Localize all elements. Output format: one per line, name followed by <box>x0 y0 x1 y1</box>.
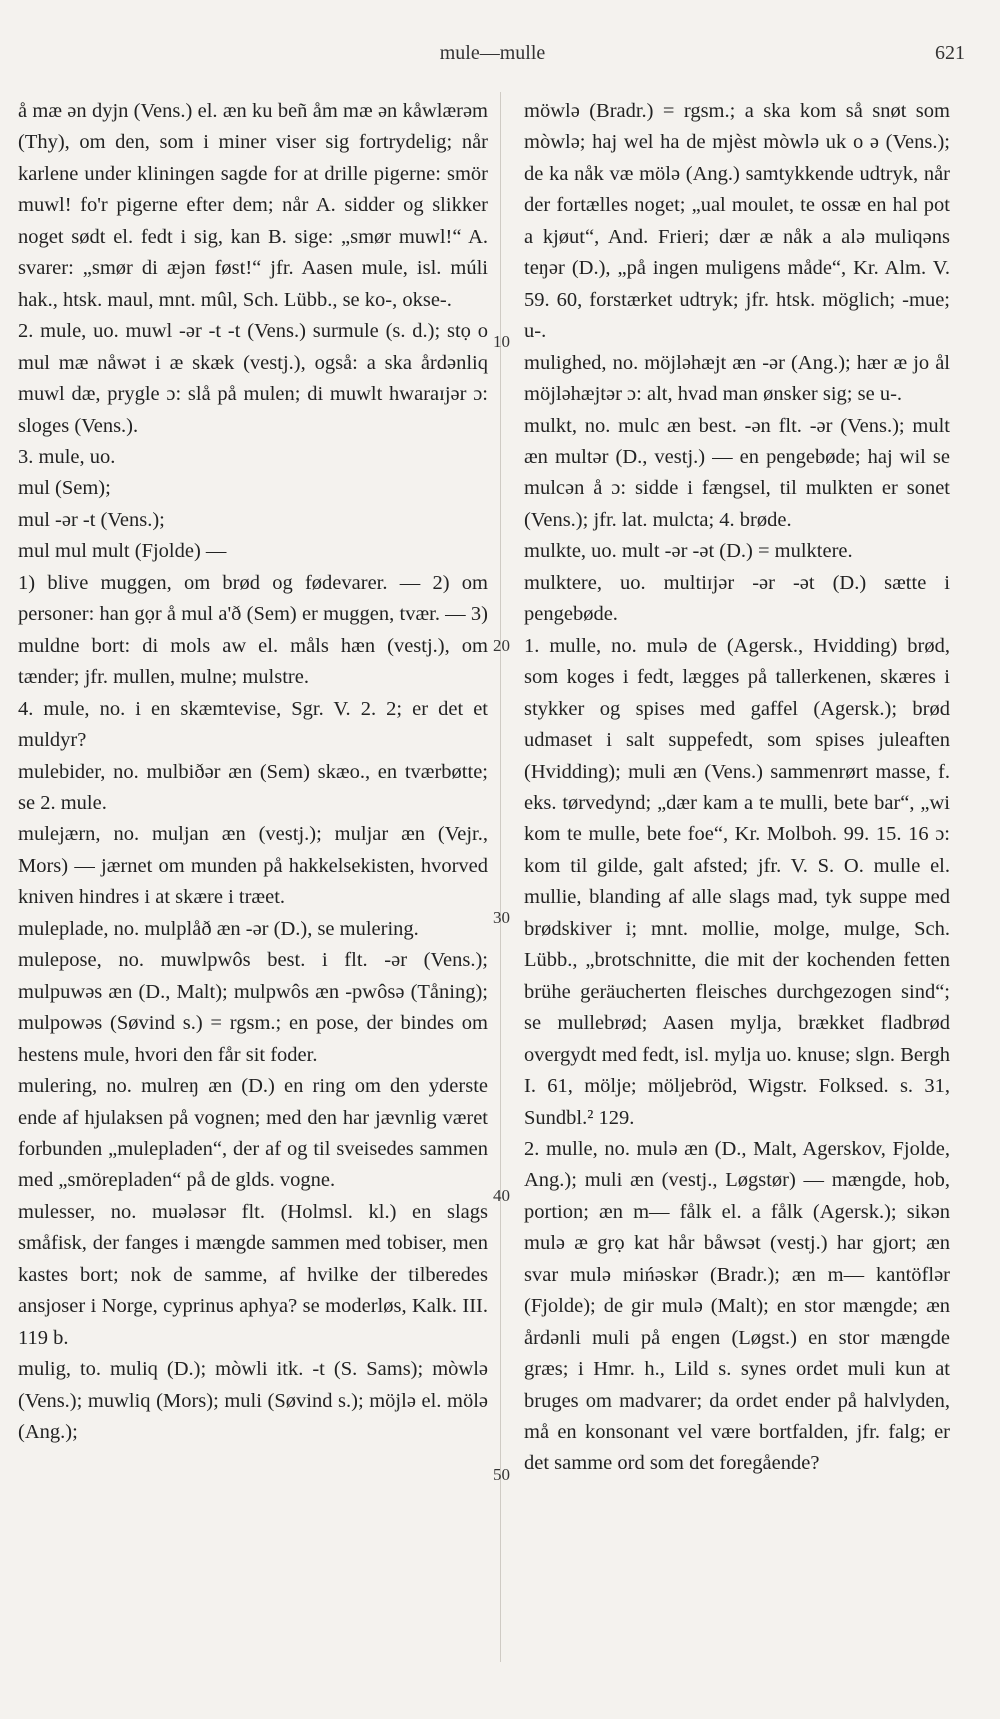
entry-mulesser: mulesser, no. muələsər flt. (Holmsl. kl.) en slags småfisk, der fanges i mængde sammen med tobiser, men kastes bort; nok de samme, af hvilke der tilberedes ansjoser i Norge, cyprinus aphya? se moderløs, Kalk. III. 119 b. <box>18 1200 488 1349</box>
line-number-40: 40 <box>493 1186 510 1205</box>
entry-mulig: mulig, to. muliq (D.); mòwli itk. -t (S. Sams); mòwlə (Vens.); muwliq (Mors); muli (Søvind s.); möjlə el. mölə (Ang.); <box>18 1358 488 1444</box>
entry-mulighed: mulighed, no. möjləhæjt æn -ər (Ang.); hær æ jo ål möjləhæjtər ɔ: alt, hvad man ønsker sig; se u-. <box>524 351 950 406</box>
entry-mulkt: mulkt, no. mulc æn best. -ən flt. -ər (Vens.); mult æn multər (D., vestj.) — en pengebøde; haj wil se mulcən å ɔ: sidde i fængsel, til mulkten er sonet (Vens.); jfr. lat. mulcta; 4. brøde. <box>524 414 950 531</box>
entry-mulebider: mulebider, no. mulbiðər æn (Sem) skæo., en tværbøtte; se 2. mule. <box>18 760 488 814</box>
line-number-20: 20 <box>493 636 510 655</box>
page-number: 621 <box>935 42 965 64</box>
entry-mulle-2: 2. mulle, no. mulə æn (D., Malt, Agerskov, Fjolde, Ang.); muli æn (vestj., Løgstør) — mængde, hob, portion; æn m— fålk el. a fålk (Agersk.); sikən mulə æ grọ kat hår båwsət (vestj.) har gjort; æn svar mulə mińəskər (Bradr.); æn m— kantöflər (Fjolde); de gir mulə (Malt); en stor mængde; æn årdənli muli på engen (Løgst.) en stor mængde græs; i Hmr. h., Lild s. synes ordet muli kun at bruges om madvarer; da ordet ender på halvlyden, må en konsonant vel være bortfalden, jfr. falg; er det samme ord som det foregående? <box>524 1137 950 1475</box>
page-header <box>20 40 965 70</box>
running-title: mule—mulle <box>439 42 546 64</box>
line-number-30: 30 <box>493 908 510 927</box>
entry-mule-3-senses: 1) blive muggen, om brød og fødevarer. — 2) om personer: han gọr å mul a'ð (Sem) er muggen, tvær. — 3) muldne bort: di mols aw el. måls hæn (vestj.), om tænder; jfr. mullen, mulne; mulstre. <box>18 571 488 689</box>
entry-mule-1-continuation: å mæ ən dyjn (Vens.) el. æn ku beñ åm mæ ən kåwlærəm (Thy), om den, som i miner viser sig fortrydelig; når karlene under kliningen sagde for at drille pigerne: smör muwl! fo'r pigerne efter dem; når A. sidder og slikker noget sødt el. fedt i sig, kan B. sige: „smør muwl!“ A. svarer: „smør di æjən føst!“ jfr. Aasen mule, isl. múli hak., htsk. maul, mnt. mûl, Sch. Lübb., se ko-, okse-. <box>18 100 488 311</box>
entry-muleplade: muleplade, no. mulplåð æn -ər (D.), se mulering. <box>18 917 419 940</box>
entry-mule-3-form-vens: mul -ər -t (Vens.); <box>18 508 165 531</box>
entry-mulering: mulering, no. mulreŋ æn (D.) en ring om den yderste ende af hjulaksen på vognen; med den har jævnlig været forbunden „mulepladen“, der af og til sveisedes sammen med „smörepladen“ på de glds. vogne. <box>18 1075 488 1192</box>
entry-mulejaern: mulejærn, no. muljan æn (vestj.); muljar æn (Vejr., Mors) — jærnet om munden på hakkelsekisten, hvorved kniven hindres i at skære i træet. <box>18 823 488 909</box>
entry-mulktere: mulktere, uo. multiɪjər -ər -ət (D.) sætte i pengebøde. <box>524 571 950 626</box>
entry-mulkte: mulkte, uo. mult -ər -ət (D.) = mulktere. <box>524 540 853 563</box>
entry-mule-3-form-fjolde: mul mul mult (Fjolde) — <box>18 540 227 563</box>
entry-mule-3-form-sem: mul (Sem); <box>18 477 111 500</box>
entry-mule-2: 2. mule, uo. muwl -ər -t -t (Vens.) surmule (s. d.); stọ o mul mæ nåwət i æ skæk (vestj.), også: a ska årdənliq muwl dæ, prygle ɔ: slå på mulen; di muwlt hwaraɪjər ɔ: sloges (Vens.). <box>18 320 488 437</box>
left-column <box>18 96 488 1448</box>
entry-mule-4: 4. mule, no. i en skæmtevise, Sgr. V. 2. 2; er det et muldyr? <box>18 697 488 752</box>
entry-mulig-continuation: möwlə (Bradr.) = rgsm.; a ska kom så snøt som mòwlə; haj wel ha de mjèst mòwlə uk o ə (Vens.); de ka nåk væ mölə (Ang.) samtykkende udtryk, når der fortælles noget; „ual moulet, te ossæ en hal pot a kjøut“, And. Frieri; dær æ nåk a alə muliqəns teŋər (D.), „på ingen muligens måde“, Kr. Alm. V. 59. 60, forstærket udtryk; jfr. htsk. möglich; -mue; u-. <box>524 100 950 343</box>
right-column <box>524 96 950 1480</box>
line-number-50: 50 <box>493 1465 510 1484</box>
entry-mulepose: mulepose, no. muwlpwôs best. i flt. -ər (Vens.); mulpuwəs æn (D., Malt); mulpwôs æn -pwôsə (Tåning); mulpowəs (Søvind s.) = rgsm.; en pose, der bindes om hestens mule, hvori den får sit foder. <box>18 949 488 1066</box>
entry-mulle-1: 1. mulle, no. mulə de (Agersk., Hvidding) brød, som koges i fedt, lægges på tallerkenen, skæres i stykker og spises med gaffel (Agersk.); brød udmaset i salt suppefedt, som spises juleaften (Hvidding); muli æn (Vens.) sammenrørt masse, f. eks. tørvedynd; „dær kam a te mulli, bete bar“, „wi kom te mulle, bete foe“, Kr. Molboh. 99. 15. 16 ɔ: kom til gilde, galt afsted; jfr. V. S. O. mulle el. mullie, blanding af alle slags mad, tyk suppe med brødskiver i; mnt. mollie, molge, mulge, Sch. Lübb., „brotschnitte, die mit der kochenden fetten brühe geräucherten fleisches durchgezogen sind“; se mullebrød; Aasen mylja, brækket fladbrød overgydt med fedt, isl. mylja uo. knuse; slgn. Bergh I. 61, mölje; möljebröd, Wigstr. Folksed. s. 31, Sundbl.² 129. <box>524 634 950 1129</box>
column-divider <box>500 92 501 1662</box>
line-number-10: 10 <box>493 332 510 351</box>
entry-mule-3-head: 3. mule, uo. <box>18 445 116 468</box>
